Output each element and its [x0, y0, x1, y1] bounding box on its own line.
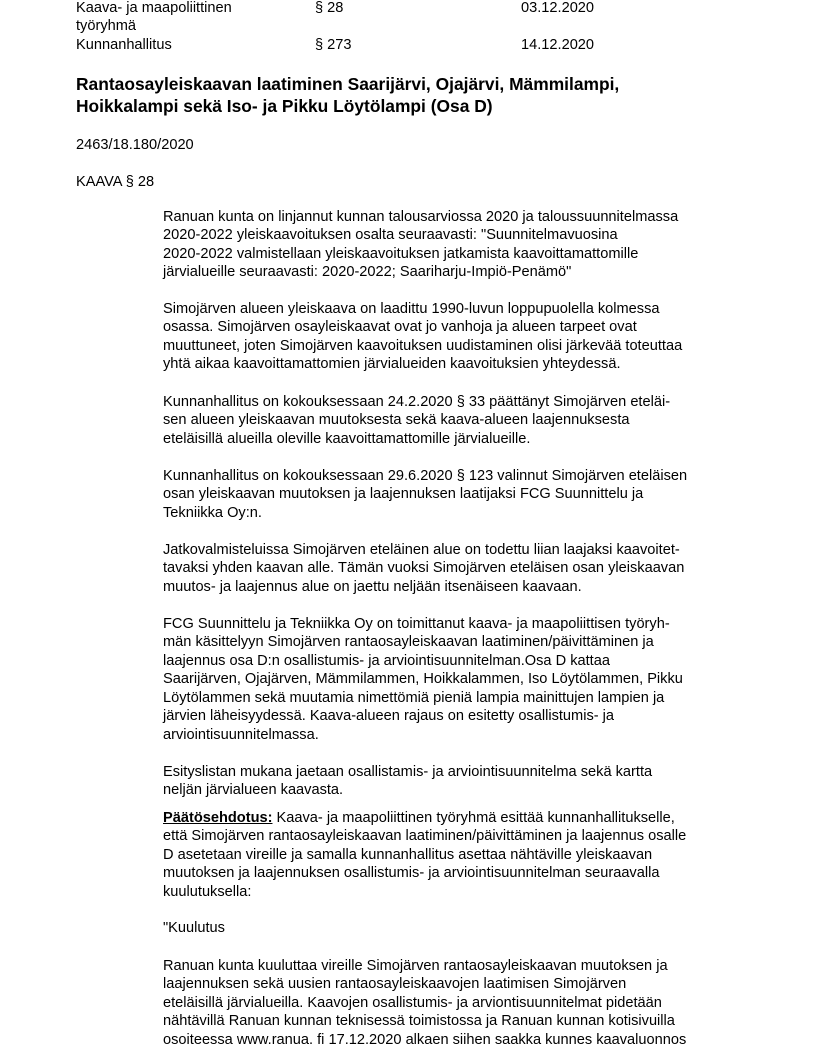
body-paragraph [163, 467, 687, 522]
paragraph-line: arviointisuunnitelmassa. [163, 726, 319, 743]
notice-paragraph [163, 957, 686, 1049]
notice-line: Ranuan kunta kuuluttaa vireille Simojärven rantaosayleiskaavan muutoksen ja [163, 958, 668, 974]
body-paragraph [163, 615, 683, 744]
body-paragraph [163, 208, 678, 282]
paragraph-line: tavaksi yhden kaavan alle. Tämän vuoksi Simojärven eteläisen osan yleiskaavan [163, 560, 685, 577]
paragraph-line: laajennus osa D:n osallistumis- ja arviointisuunnitelman.Osa D kattaa [163, 652, 610, 669]
paragraph-line: Kunnanhallitus on kokouksessaan 29.6.2020 § 123 valinnut Simojärven eteläisen [163, 468, 688, 484]
paragraph-line: Jatkovalmisteluissa Simojärven eteläinen alue on todettu liian laajaksi kaavoitet- [163, 542, 680, 558]
proposal-label: Päätösehdotus: [163, 810, 273, 826]
section-label: KAAVA § 28 [76, 174, 155, 190]
paragraph-line: Ranuan kunta on linjannut kunnan talousarviossa 2020 ja taloussuunnitelmassa [163, 209, 679, 225]
proposal-line: muutoksen ja laajennuksen osallistumis- ja arviointisuunnitelman seuraavalla [163, 865, 660, 882]
proposal-line: kuulutuksella: [163, 883, 252, 900]
paragraph-line: 2020-2022 valmistellaan yleiskaavoituksen jatkamista kaavoittamattomille [163, 245, 639, 262]
notice-line: nähtävillä Ranuan kunnan teknisessä toimistossa ja Ranuan kunnan kotisivuilla [163, 1013, 675, 1030]
paragraph-line: FCG Suunnittelu ja Tekniikka Oy on toimittanut kaava- ja maapoliittisen työryh- [163, 616, 670, 632]
paragraph-line: sen alueen yleiskaavan muutoksesta sekä kaava-alueen laajennuksesta [163, 412, 630, 429]
title-line: Rantaosayleiskaavan laatiminen Saarijärvi, Ojajärvi, Mämmilampi, [76, 74, 620, 94]
proposal-line [163, 809, 686, 827]
paragraph-line: Simojärven alueen yleiskaava on laadittu 1990-luvun loppupuolella kolmessa [163, 301, 660, 317]
proposal-line: että Simojärven rantaosayleiskaavan laatiminen/päivittäminen ja laajennus osalle [163, 828, 687, 845]
header-date: 03.12.2020 [521, 0, 595, 16]
notice-line: osoiteessa www.ranua. fi 17.12.2020 alkaen siihen saakka kunnes kaavaluonnos [163, 1031, 687, 1048]
proposal-line: D asetetaan vireille ja samalla kunnanhallitus asettaa nähtäville yleiskaavan [163, 846, 653, 863]
header-date: 14.12.2020 [521, 37, 595, 53]
paragraph-line: osan yleiskaavan muutoksen ja laajennuksen laatijaksi FCG Suunnittelu ja [163, 486, 644, 503]
body-paragraph [163, 300, 682, 374]
paragraph-line: eteläisillä alueilla oleville kaavoittamattomille järvialueille. [163, 430, 531, 447]
document-title [76, 73, 619, 117]
notice-line: laajennuksen sekä uusien rantaosayleiskaavojen laatimisen Simojärven [163, 976, 627, 993]
paragraph-line: osassa. Simojärven osayleiskaavat ovat jo vanhoja ja alueen tarpeet ovat [163, 319, 637, 336]
paragraph-line: Löytölammen sekä muutamia nimettömiä pieniä lampia mainittujen lampien ja [163, 689, 665, 706]
proposal-paragraph [163, 809, 686, 901]
paragraph-line: Kunnanhallitus on kokouksessaan 24.2.2020 § 33 päättänyt Simojärven eteläi- [163, 394, 671, 410]
header-body [76, 0, 232, 36]
header-body: Kunnanhallitus [76, 37, 172, 53]
paragraph-line: järvialueille seuraavasti: 2020-2022; Saariharju-Impiö-Penämö" [163, 264, 572, 281]
paragraph-line: neljän järvialueen kaavasta. [163, 782, 344, 799]
body-paragraph [163, 763, 652, 800]
header-body-line: työryhmä [76, 18, 137, 35]
record-number: 2463/18.180/2020 [76, 137, 194, 153]
paragraph-line: muuttuneet, joten Simojärven kaavoituksen uudistaminen olisi järkevää toteuttaa [163, 337, 683, 354]
notice-line: eteläisillä järvialueilla. Kaavojen osallistumis- ja arviontisuunnitelmat pidetään [163, 994, 662, 1011]
paragraph-line: järvien läheisyydessä. Kaava-alueen rajaus on esitetty osallistumis- ja [163, 708, 615, 725]
header-section: § 28 [315, 0, 344, 16]
paragraph-line: yhtä aikaa kaavoittamattomien järvialueiden kaavoituksien yhteydessä. [163, 356, 621, 373]
proposal-text: Kaava- ja maapoliittinen työryhmä esittää kunnanhallitukselle, [272, 810, 675, 826]
paragraph-line: män käsittelyyn Simojärven rantaosayleiskaavan laatiminen/päivittäminen ja [163, 634, 654, 651]
title-line: Hoikkalampi sekä Iso- ja Pikku Löytölampi (Osa D) [76, 96, 493, 116]
body-paragraph [163, 393, 670, 448]
notice-heading: "Kuulutus [163, 920, 225, 936]
paragraph-line: Tekniikka Oy:n. [163, 504, 262, 521]
header-section: § 273 [315, 37, 352, 53]
header-body-line: Kaava- ja maapoliittinen [76, 0, 232, 16]
paragraph-line: Esityslistan mukana jaetaan osallistamis- ja arviointisuunnitelma sekä kartta [163, 764, 653, 780]
paragraph-line: muutos- ja laajennus alue on jaettu neljään itsenäiseen kaavaan. [163, 578, 582, 595]
paragraph-line: 2020-2022 yleiskaavoituksen osalta seuraavasti: "Suunnitelmavuosina [163, 227, 618, 244]
body-paragraph [163, 541, 684, 596]
paragraph-line: Saarijärven, Ojajärven, Mämmilammen, Hoikkalammen, Iso Löytölammen, Pikku [163, 671, 683, 688]
